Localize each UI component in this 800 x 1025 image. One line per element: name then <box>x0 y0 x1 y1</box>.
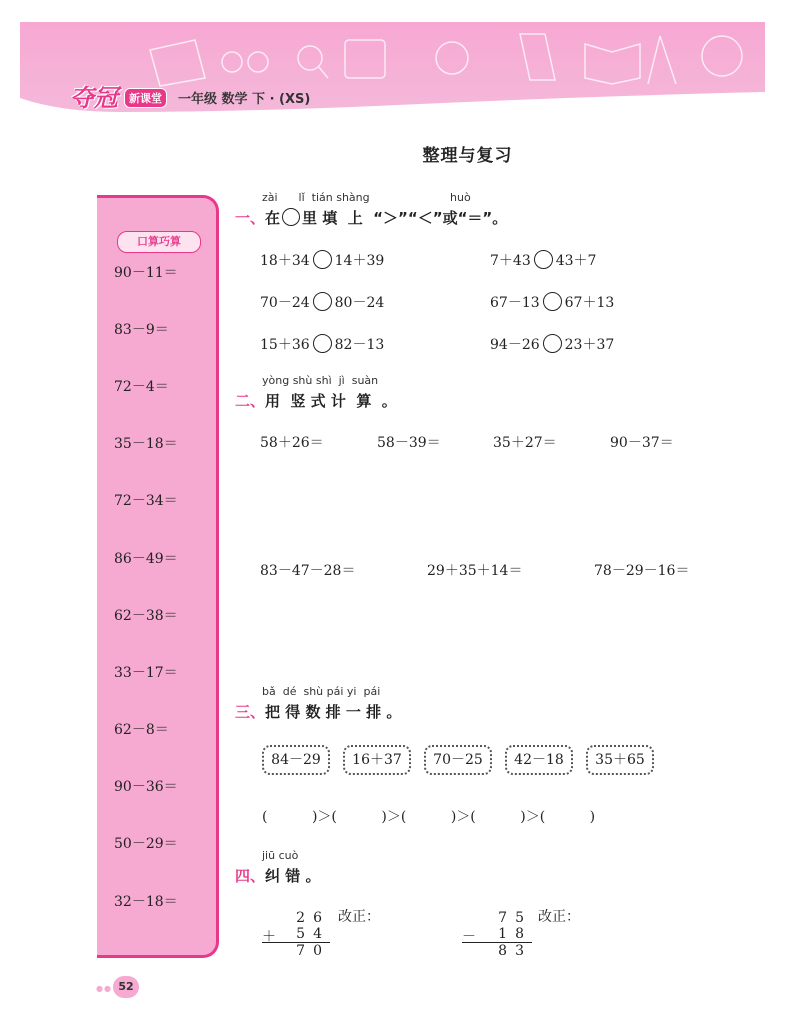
header-background <box>0 0 800 125</box>
correction-label: 改正： <box>538 909 580 925</box>
sort-item-frame: 70－25 <box>424 745 492 775</box>
vertical-calc-item: 58＋26＝ <box>260 435 324 451</box>
vertical-calc-item: 90－37＝ <box>610 435 674 451</box>
brand-subtitle: 新课堂 <box>124 88 167 108</box>
calc-bottom: 54 <box>296 926 330 942</box>
compare-circle[interactable] <box>543 292 562 311</box>
header-banner <box>0 0 800 125</box>
oral-item: 83－9＝ <box>114 322 169 338</box>
section4-text: 纠 错 。 <box>265 867 321 885</box>
section1-heading <box>235 207 507 228</box>
expr-right: 23＋37 <box>564 337 615 353</box>
section1-pinyin: zài lǐ tián shàng huò <box>262 191 471 204</box>
calc-top: 75 <box>498 910 532 926</box>
oral-item: 32－18＝ <box>114 894 178 910</box>
expr-left: 94－26 <box>490 337 540 353</box>
calc-operator: ＋ <box>262 929 276 945</box>
page-number: 52 <box>113 976 139 998</box>
wrong-calc-2 <box>462 910 532 959</box>
oral-item: 90－36＝ <box>114 779 178 795</box>
sort-answer-row[interactable]: ( )＞( )＞( )＞( )＞( ) <box>262 809 596 825</box>
section2-pinyin: yòng shù shì jì suàn <box>262 374 379 387</box>
expr-right: 43＋7 <box>555 253 597 269</box>
expr-right: 14＋39 <box>334 253 385 269</box>
calc-operator: － <box>462 929 476 945</box>
expr-left: 15＋36 <box>260 337 310 353</box>
oral-item: 50－29＝ <box>114 836 178 852</box>
calc-result: 70 <box>262 942 330 959</box>
brand-logo: 夺冠 <box>70 84 118 112</box>
sort-item-frame: 42－18 <box>505 745 573 775</box>
compare-circle[interactable] <box>313 334 332 353</box>
vertical-calc-item: 35＋27＝ <box>493 435 557 451</box>
compare-item <box>490 250 596 270</box>
section2-number: 二、 <box>235 392 266 410</box>
wrong-calc-1 <box>262 910 330 959</box>
oral-item: 35－18＝ <box>114 436 178 452</box>
vertical-calc-item: 29＋35＋14＝ <box>427 563 523 579</box>
expr-left: 70－24 <box>260 295 310 311</box>
correction-label: 改正： <box>338 909 380 925</box>
page-title: 整理与复习 <box>422 146 513 166</box>
compare-item <box>260 334 384 354</box>
vertical-calc-item: 58－39＝ <box>377 435 441 451</box>
blank-circle-icon <box>282 208 300 226</box>
oral-item: 86－49＝ <box>114 551 178 567</box>
oral-item: 33－17＝ <box>114 665 178 681</box>
oral-item: 72－4＝ <box>114 379 169 395</box>
compare-item <box>490 334 614 354</box>
compare-item <box>260 292 384 312</box>
sort-item-frame: 16＋37 <box>343 745 411 775</box>
expr-right: 67＋13 <box>564 295 615 311</box>
section3-heading <box>235 701 401 722</box>
page-dots-decoration: ●● <box>96 984 112 993</box>
section4-pinyin: jiū cuò <box>262 849 299 862</box>
section1-number: 一、 <box>235 209 266 227</box>
expr-right: 82－13 <box>334 337 385 353</box>
section2-heading <box>235 390 397 411</box>
calc-top: 26 <box>296 910 330 926</box>
expr-right: 80－24 <box>334 295 385 311</box>
section2-text: 用 竖 式 计 算 。 <box>265 392 397 410</box>
oral-item: 72－34＝ <box>114 493 178 509</box>
expr-left: 18＋34 <box>260 253 310 269</box>
compare-circle[interactable] <box>534 250 553 269</box>
calc-result: 83 <box>462 942 532 959</box>
expr-left: 67－13 <box>490 295 540 311</box>
expr-left: 7＋43 <box>490 253 531 269</box>
section3-pinyin: bǎ dé shù pái yi pái <box>262 685 381 698</box>
compare-item <box>260 250 384 270</box>
section1-text-b: 里 填 上 “＞”“＜”或“＝”。 <box>302 209 508 227</box>
oral-item: 62－8＝ <box>114 722 169 738</box>
calc-bottom: 18 <box>498 926 532 942</box>
section4-heading <box>235 865 320 886</box>
section3-number: 三、 <box>235 703 266 721</box>
sort-item-frame: 84－29 <box>262 745 330 775</box>
sort-item-frame: 35＋65 <box>586 745 654 775</box>
compare-circle[interactable] <box>313 250 332 269</box>
section4-number: 四、 <box>235 867 266 885</box>
vertical-calc-item: 78－29－16＝ <box>594 563 690 579</box>
section1-text-a: 在 <box>265 209 281 227</box>
compare-item <box>490 292 614 312</box>
oral-item: 90－11＝ <box>114 265 178 281</box>
oral-item: 62－38＝ <box>114 608 178 624</box>
vertical-calc-item: 83－47－28＝ <box>260 563 356 579</box>
compare-circle[interactable] <box>313 292 332 311</box>
sidebar-badge: 口算巧算 <box>117 231 201 253</box>
book-info: 一年级 数学 下 · (XS) <box>178 92 311 107</box>
section3-text: 把 得 数 排 一 排 。 <box>265 703 402 721</box>
compare-circle[interactable] <box>543 334 562 353</box>
